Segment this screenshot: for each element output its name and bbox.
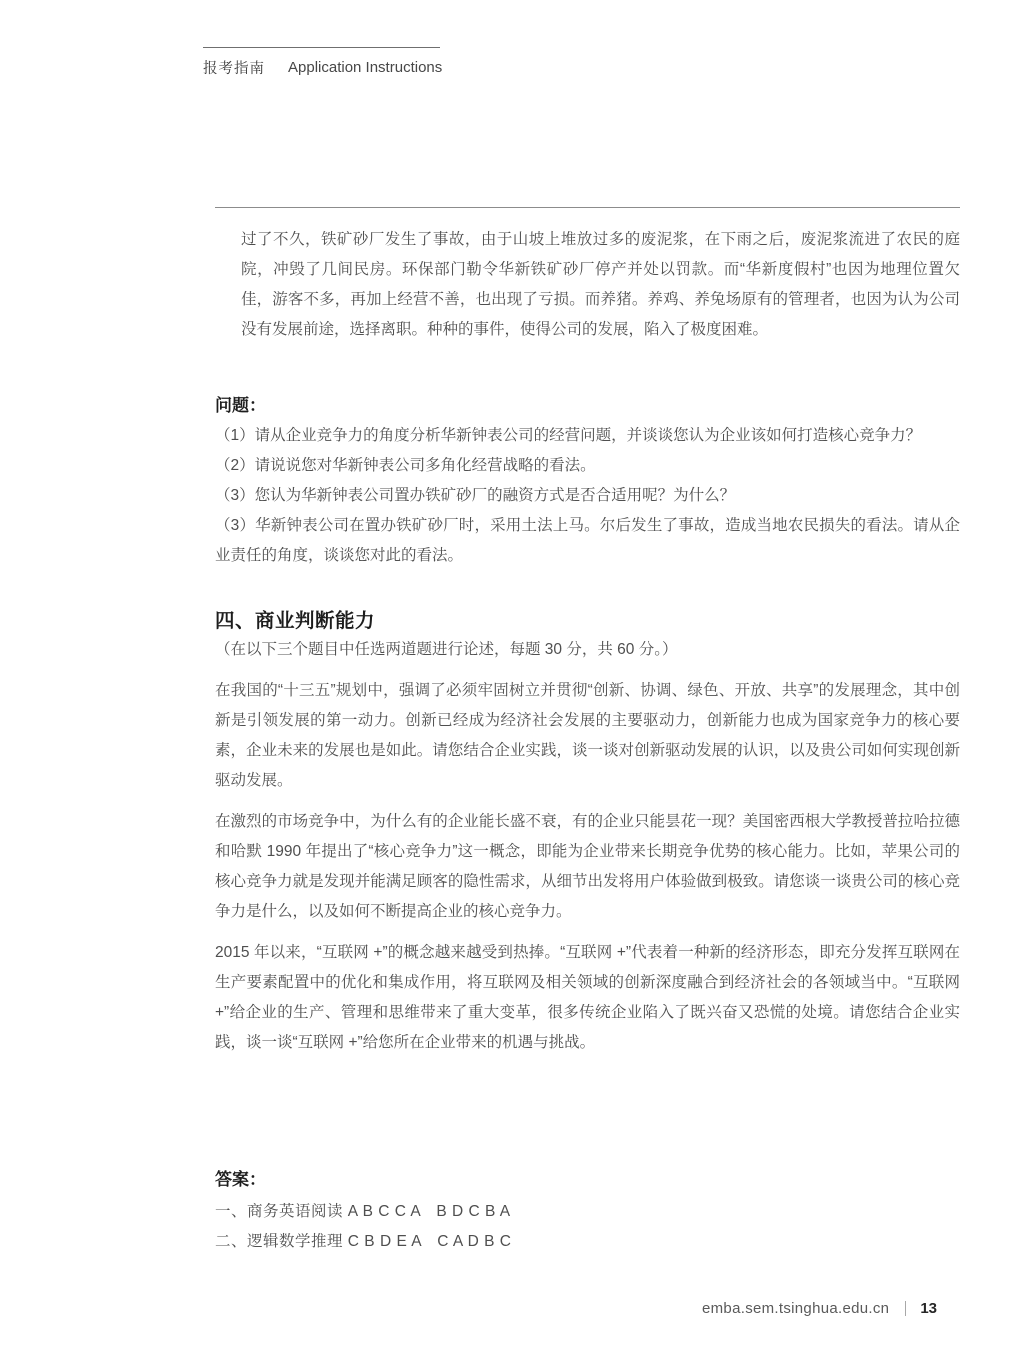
essay-topic-paragraph: 在我国的“十三五”规划中，强调了必须牢固树立并贯彻“创新、协调、绿色、开放、共享”的发展理念，其中创新是引领发展的第一动力。创新已经成为经济社会发展的主要驱动力，创新能力也成为国家竞争力的核心要素，企业未来的发展也是如此。请您结合企业实践，谈一谈对创新驱动发展的认识，以及贵公司如何实现创新驱动发展。	[215, 682, 960, 789]
footer-website-url: emba.sem.tsinghua.edu.cn	[702, 1300, 890, 1317]
header-title-zh: 报考指南	[203, 61, 265, 77]
header-title-en: Application Instructions	[288, 59, 443, 76]
section-4-heading: 四、商业判断能力	[215, 610, 376, 632]
answer-line: 一、商务英语阅读 A B C C A B D C B A	[215, 1203, 511, 1220]
question-item: （2）请说说您对华新钟表公司多角化经营战略的看法。	[215, 457, 596, 474]
page-number: 13	[920, 1300, 937, 1317]
page-header	[203, 47, 443, 78]
answers-list	[215, 1197, 960, 1257]
footer-separator	[905, 1301, 906, 1316]
essay-topic-paragraph: 2015 年以来，“互联网 +”的概念越来越受到热捧。“互联网 +”代表着一种新的经济形态，即充分发挥互联网在生产要素配置中的优化和集成作用，将互联网及相关领域的创新深度融合到经济社会的各领域当中。“互联网 +”给企业的生产、管理和思维带来了重大变革，很多传统企业陷入了既兴奋又恐慌的处境。请您结合企业实践，谈一谈“互联网 +”给您所在企业带来的机遇与挑战。	[215, 944, 960, 1051]
question-item: （3）华新钟表公司在置办铁矿砂厂时，采用土法上马。尔后发生了事故，造成当地农民损失的看法。请从企业责任的角度，谈谈您对此的看法。	[215, 517, 960, 564]
question-item: （1）请从企业竞争力的角度分析华新钟表公司的经营问题，并谈谈您认为企业该如何打造核心竞争力？	[215, 427, 922, 444]
question-item: （3）您认为华新钟表公司置办铁矿砂厂的融资方式是否合适用呢？为什么？	[215, 487, 736, 504]
page-footer	[702, 1300, 937, 1317]
essay-topic-paragraph: 在激烈的市场竞争中，为什么有的企业能长盛不衰，有的企业只能昙花一现？美国密西根大学教授普拉哈拉德和哈默 1990 年提出了“核心竞争力”这一概念，即能为企业带来长期竞争优势的核心能力。比如，苹果公司的核心竞争力就是发现并能满足顾客的隐性需求，从细节出发将用户体验做到极致。请您谈一谈贵公司的核心竞争力是什么，以及如何不断提高企业的核心竞争力。	[215, 813, 960, 920]
questions-heading: 问题：	[215, 396, 266, 415]
questions-list	[215, 421, 960, 571]
answers-heading: 答案：	[215, 1170, 266, 1189]
content-column	[215, 207, 960, 1257]
case-study-paragraph: 过了不久，铁矿砂厂发生了事故，由于山坡上堆放过多的废泥浆，在下雨之后，废泥浆流进了农民的庭院，冲毁了几间民房。环保部门勒令华新铁矿砂厂停产并处以罚款。而“华新度假村”也因为地理位置欠佳，游客不多，再加上经营不善，也出现了亏损。而养猪。养鸡、养兔场原有的管理者，也因为认为公司没有发展前途，选择离职。种种的事件，使得公司的发展，陷入了极度困难。	[241, 231, 960, 338]
answer-line: 二、逻辑数学推理 C B D E A C A D B C	[215, 1233, 512, 1250]
section-4-note: （在以下三个题目中任选两道题进行论述，每题 30 分，共 60 分。）	[215, 641, 678, 658]
